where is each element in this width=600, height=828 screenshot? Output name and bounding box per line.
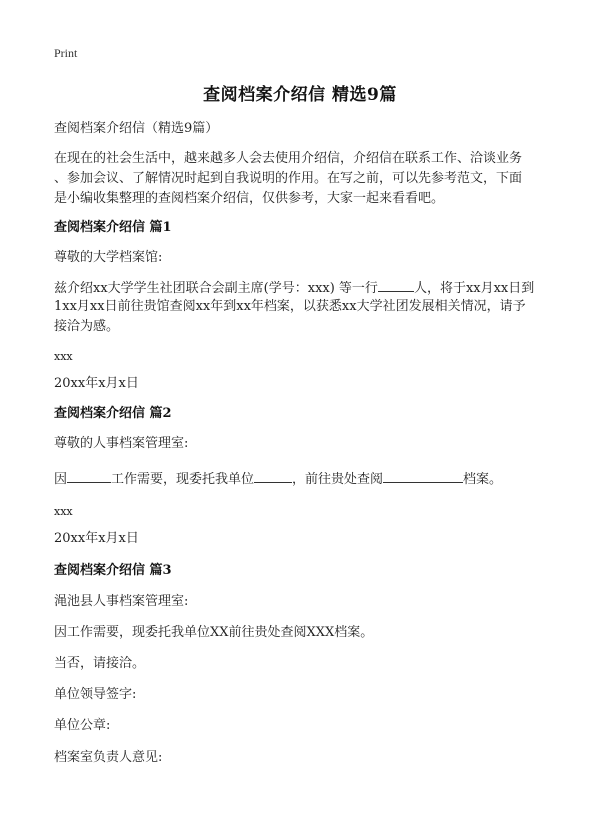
section-3-heading: 查阅档案介绍信 篇3 <box>54 563 172 578</box>
section-1-body-line-1 <box>54 277 554 299</box>
section-1-body-part-b: 人，将于xx月xx日到 <box>413 281 535 296</box>
fill-in-blank <box>254 468 292 483</box>
section-1-body-line-3: 接洽为感。 <box>54 319 120 334</box>
section-2-heading: 查阅档案介绍信 篇2 <box>54 406 172 421</box>
document-subtitle: 查阅档案介绍信（精选9篇） <box>54 121 219 136</box>
section-3-greeting: 渑池县人事档案管理室: <box>54 594 189 609</box>
section-2-body <box>54 468 554 490</box>
intro-paragraph-line-1: 在现在的社会生活中，越来越多人会去使用介绍信，介绍信在联系工作、洽谈业务 <box>54 151 523 166</box>
intro-paragraph-line-2: 、参加会议、了解情况时起到自我说明的作用。在写之前，可以先参考范文，下面 <box>54 171 523 186</box>
section-2-body-part-a: 因 <box>54 472 68 487</box>
section-3-unit-seal: 单位公章: <box>54 718 111 733</box>
fill-in-blank <box>378 277 414 292</box>
section-1-greeting: 尊敬的大学档案馆: <box>54 250 163 265</box>
section-2-body-part-c: ，前往贵处查阅 <box>292 472 384 487</box>
section-1-body-part-a: 兹介绍xx大学学生社团联合会副主席(学号：xxx) 等一行 <box>54 281 378 296</box>
document-title: 查阅档案介绍信 精选9篇 <box>203 85 397 105</box>
section-1-heading: 查阅档案介绍信 篇1 <box>54 220 172 235</box>
fill-in-blank <box>383 468 463 483</box>
fill-in-blank <box>67 468 111 483</box>
section-3-confirm-line: 当否，请接洽。 <box>54 656 146 671</box>
section-1-date: 20xx年x月x日 <box>54 376 139 391</box>
section-2-greeting: 尊敬的人事档案管理室: <box>54 436 189 451</box>
section-2-date: 20xx年x月x日 <box>54 531 139 546</box>
section-3-archive-opinion: 档案室负责人意见: <box>54 750 163 765</box>
intro-paragraph-line-3: 是小编收集整理的查阅档案介绍信，仅供参考，大家一起来看看吧。 <box>54 191 445 206</box>
section-1-sender: xxx <box>54 350 73 363</box>
print-label[interactable]: Print <box>54 46 78 60</box>
section-2-body-part-d: 档案。 <box>463 472 503 487</box>
section-2-body-part-b: 工作需要，现委托我单位 <box>111 472 255 487</box>
section-2-sender: xxx <box>54 505 73 518</box>
section-3-leader-signature: 单位领导签字: <box>54 687 137 702</box>
section-1-body-line-2: 1xx月xx日前往贵馆查阅xx年到xx年档案，以获悉xx大学社团发展相关情况，请予 <box>54 299 526 314</box>
section-3-body: 因工作需要，现委托我单位XX前往贵处查阅XXX档案。 <box>54 625 374 640</box>
